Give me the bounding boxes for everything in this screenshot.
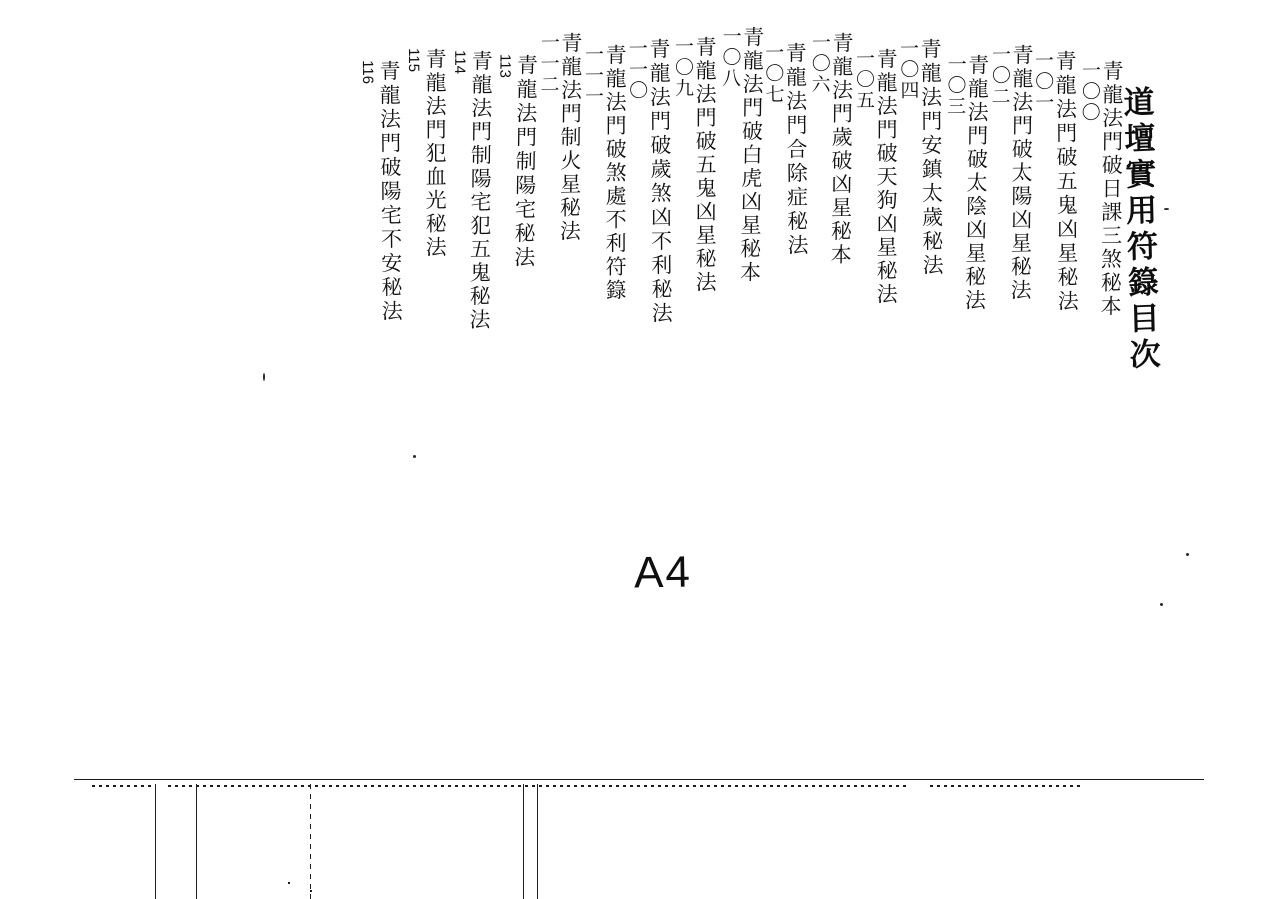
- toc-entry-text: 青龍法門犯血光秘法: [422, 47, 447, 260]
- band-tick: [310, 784, 311, 899]
- band-rule: [74, 779, 1204, 780]
- toc-entry-text: 青龍法門歲破凶星秘本: [827, 31, 854, 268]
- toc-entry-text: 青龍法門破五鬼凶星秘法: [1053, 49, 1080, 315]
- band-dashes-mid: [168, 785, 908, 787]
- toc-entry-text: 青龍法門破白虎凶星秘本: [736, 25, 765, 285]
- band-dot: [288, 882, 290, 884]
- toc-entry-text: 青龍法門破陽宅不安秘法: [376, 59, 404, 325]
- toc-entry: [446, 50, 493, 333]
- toc-entry: [402, 48, 446, 260]
- toc-entry-text: 青龍法門制陽宅秘法: [511, 53, 539, 271]
- toc-entry: [807, 32, 853, 268]
- scan-speck: [263, 373, 265, 381]
- toc-entry-page: 一〇〇: [1078, 59, 1102, 124]
- page-title: 道壇實用符籙目次: [1117, 85, 1161, 375]
- scan-speck: [1186, 553, 1189, 556]
- toc-entry-page: 一〇九: [672, 36, 695, 100]
- toc-entry-text: 青龍法門破日課三煞秘本: [1098, 59, 1125, 319]
- toc-entry-text: 青龍法門破歲煞凶不利秘法: [647, 37, 674, 327]
- band-tick: [537, 784, 538, 899]
- toc-entry-text: 青龍法門破天狗凶星秘法: [873, 47, 898, 307]
- toc-entry: [1032, 50, 1078, 315]
- toc-entry-text: 青龍法門破五鬼凶星秘法: [693, 35, 718, 295]
- toc-entry-page: 一一二: [537, 31, 561, 96]
- toc-entry: [762, 42, 808, 259]
- toc-entry-text: 青龍法門破太陽凶星秘法: [1008, 43, 1035, 303]
- table-of-contents: [358, 8, 1161, 478]
- band-dot: [310, 890, 312, 892]
- toc-entry-page: 114: [451, 50, 469, 75]
- toc-entry: [853, 48, 897, 307]
- band-tick: [523, 784, 524, 899]
- toc-entry-page: 一〇三: [943, 53, 967, 118]
- toc-entry: [941, 54, 989, 313]
- toc-entry-text: 青龍法門破太陰凶星秘法: [962, 53, 990, 313]
- toc-entry-text: 青龍法門安鎮太歲秘法: [917, 37, 945, 279]
- toc-entry-page: 一〇一: [1032, 50, 1055, 114]
- toc-entry: [1077, 60, 1123, 319]
- toc-entry-page: 一〇五: [852, 48, 875, 112]
- toc-entry-page: 一一〇: [626, 38, 649, 102]
- toc-entry-page: 一一一: [582, 44, 605, 108]
- toc-entry-page: 一〇六: [808, 31, 831, 96]
- toc-entry-page: 一〇七: [761, 42, 785, 106]
- toc-entry-text: 青龍法門制陽宅犯五鬼秘法: [466, 49, 494, 333]
- toc-entry-text: 青龍法門制火星秘法: [557, 31, 584, 244]
- band-tick: [155, 784, 156, 899]
- paper-size-mark: A4: [633, 547, 693, 598]
- toc-entry-text: 青龍法門合除症秘法: [782, 41, 809, 259]
- toc-entry-page: 113: [496, 53, 514, 78]
- band-tick: [196, 784, 197, 899]
- band-dashes-left: [92, 785, 152, 787]
- toc-entry-page: 115: [404, 48, 422, 73]
- toc-entry: [356, 60, 402, 325]
- toc-entry-text: 青龍法門破煞處不利符籙: [603, 43, 628, 303]
- scan-speck: [1164, 208, 1169, 210]
- toc-entry-page: 一〇四: [896, 38, 920, 102]
- toc-entry: [897, 38, 943, 279]
- toc-entry: [582, 44, 626, 303]
- toc-entry: [536, 32, 582, 244]
- scan-artifact-band: [0, 770, 1284, 899]
- toc-entry-page: 一〇八: [718, 25, 742, 90]
- toc-entry-page: 一〇二: [988, 43, 1012, 108]
- toc-entry-page: 116: [358, 60, 376, 85]
- toc-entry: [716, 26, 764, 285]
- toc-entry: [491, 54, 538, 270]
- scan-speck: [413, 455, 416, 458]
- toc-entry: [987, 44, 1033, 303]
- scan-speck: [1160, 603, 1163, 606]
- band-dashes-right: [930, 785, 1080, 787]
- toc-entry: [626, 38, 673, 327]
- toc-entry: [672, 36, 716, 295]
